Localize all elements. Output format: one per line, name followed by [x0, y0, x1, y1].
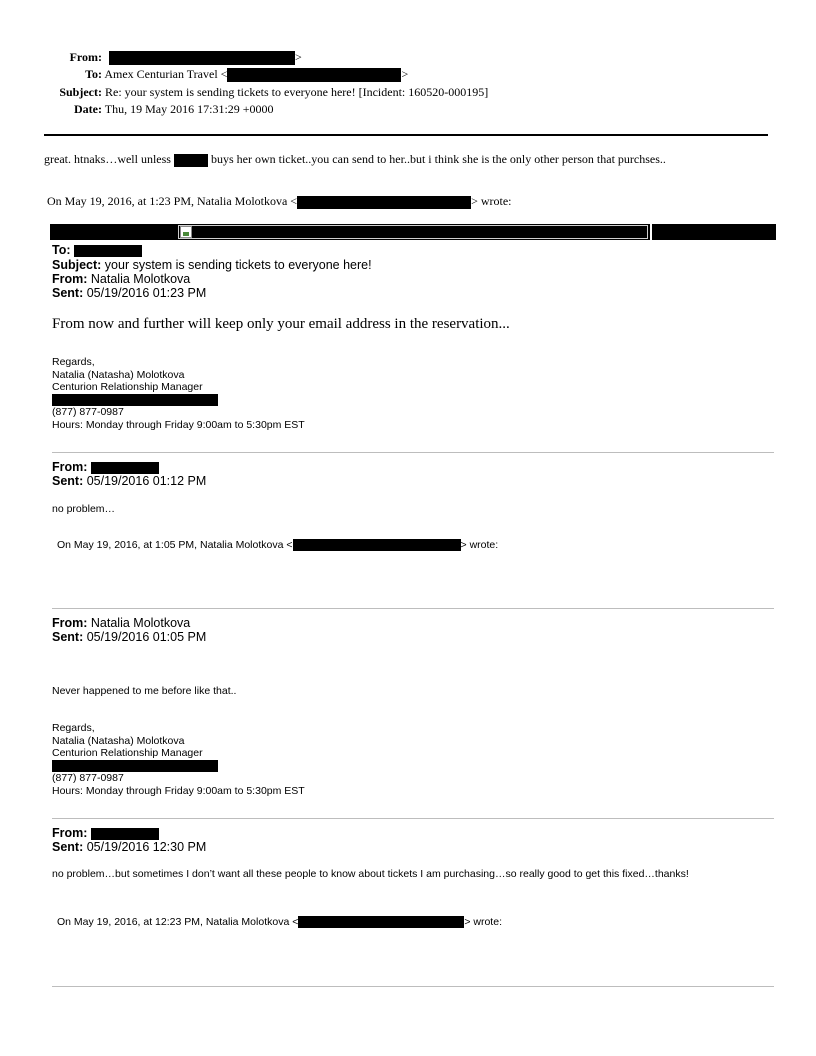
signature-hours: Hours: Monday through Friday 9:00am to 5:30pm EST [52, 418, 305, 431]
message3-from-label: From: [52, 616, 88, 630]
header-to-value: Amex Centurian Travel < [104, 67, 228, 81]
header-from-row [40, 50, 302, 65]
message-divider [52, 608, 774, 609]
signature-phone: (877) 877-0987 [52, 406, 124, 418]
message1-from-value: Natalia Molotkova [87, 272, 191, 286]
message4-sent-label: Sent: [52, 840, 84, 854]
message4-body: no problem…but sometimes I don’t want all these people to know about tickets I am purchasing…so really good to get this fixed…thanks! [52, 868, 689, 880]
quote-intro-1-start: On May 19, 2016, at 1:23 PM, Natalia Molotkova < [47, 194, 298, 208]
message4-sent-value: 05/19/2016 12:30 PM [83, 840, 207, 854]
header-to-suffix: > [401, 67, 409, 81]
message4-quote-start: On May 19, 2016, at 12:23 PM, Natalia Molotkova < [57, 916, 299, 928]
header-to-row [40, 67, 408, 82]
message1-sent-label: Sent: [52, 286, 84, 300]
quote-intro-1-end: > wrote: [471, 194, 512, 208]
redacted-recipient [74, 245, 142, 257]
message2-quote-end: > wrote: [460, 539, 499, 551]
message3-sent-label: Sent: [52, 630, 84, 644]
header-from-suffix: > [295, 50, 302, 64]
message1-signature [52, 356, 305, 431]
message3-sent-value: 05/19/2016 01:05 PM [83, 630, 207, 644]
message3-signature [52, 722, 305, 797]
message2-quote-start: On May 19, 2016, at 1:05 PM, Natalia Molotkova < [57, 539, 293, 551]
redacted-email [298, 916, 464, 928]
header-from-label: From: [69, 50, 102, 64]
quote-intro-1 [47, 194, 512, 209]
message4-quote-end: > wrote: [464, 916, 502, 928]
header-subject-row [40, 85, 488, 99]
signature-title: Centurion Relationship Manager [52, 381, 203, 393]
message1-sent-row [52, 286, 206, 300]
redacted-recipient-address [227, 68, 401, 82]
message1-to-row [52, 243, 142, 257]
header-date-label: Date: [74, 102, 102, 116]
redacted-signature-email [52, 760, 218, 772]
message3-sent-row [52, 630, 206, 644]
signature-name: Natalia (Natasha) Molotkova [52, 734, 185, 747]
message2-sent-label: Sent: [52, 474, 84, 488]
redacted-banner [50, 224, 776, 240]
redacted-sender [109, 51, 295, 65]
header-date-row [40, 102, 274, 116]
reply-body-part1: great. htnaks…well unless [44, 152, 174, 166]
message1-sent-value: 05/19/2016 01:23 PM [83, 286, 207, 300]
message2-sent-row [52, 474, 206, 488]
message1-from-label: From: [52, 272, 88, 286]
message4-from-label: From: [52, 826, 88, 840]
message1-subject-row [52, 258, 372, 272]
signature-regards: Regards, [52, 722, 95, 734]
message1-to-label: To: [52, 243, 71, 257]
signature-phone: (877) 877-0987 [52, 772, 124, 784]
redacted-email [297, 196, 471, 209]
message2-from-row [52, 460, 159, 474]
message-divider [52, 818, 774, 819]
message4-sent-row [52, 840, 206, 854]
message1-subject-label: Subject: [52, 258, 102, 272]
message-divider [52, 452, 774, 453]
message4-quote-intro [57, 916, 502, 929]
message1-from-row [52, 272, 190, 286]
message-divider [52, 986, 774, 987]
header-subject-value: Re: your system is sending tickets to everyone here! [Incident: 160520-000195] [105, 85, 489, 99]
message1-body: From now and further will keep only your email address in the reservation... [52, 316, 510, 332]
header-divider [44, 134, 768, 136]
message3-from-row [52, 616, 190, 630]
message1-subject-value: your system is sending tickets to everyone here! [101, 258, 372, 272]
reply-body [44, 152, 666, 167]
signature-name: Natalia (Natasha) Molotkova [52, 368, 185, 381]
message2-body: no problem… [52, 503, 116, 515]
header-to-label: To: [85, 67, 102, 81]
redacted-name [174, 154, 208, 167]
message2-sent-value: 05/19/2016 01:12 PM [83, 474, 207, 488]
message2-quote-intro [57, 539, 498, 552]
signature-hours: Hours: Monday through Friday 9:00am to 5:30pm EST [52, 784, 305, 797]
message4-from-row [52, 826, 159, 840]
signature-regards: Regards, [52, 356, 95, 368]
header-subject-label: Subject: [59, 85, 102, 99]
reply-body-part2: buys her own ticket..you can send to her..but i think she is the only other person that purchses.. [207, 152, 666, 166]
message3-body: Never happened to me before like that.. [52, 685, 237, 697]
broken-image-icon [180, 226, 192, 238]
message2-from-label: From: [52, 460, 88, 474]
redacted-sender [91, 828, 159, 840]
message3-from-value: Natalia Molotkova [87, 616, 191, 630]
header-date-value: Thu, 19 May 2016 17:31:29 +0000 [104, 102, 274, 116]
broken-image [178, 225, 648, 239]
signature-title: Centurion Relationship Manager [52, 747, 203, 759]
redacted-sender [91, 462, 159, 474]
redacted-signature-email [52, 394, 218, 406]
redacted-email [293, 539, 461, 551]
